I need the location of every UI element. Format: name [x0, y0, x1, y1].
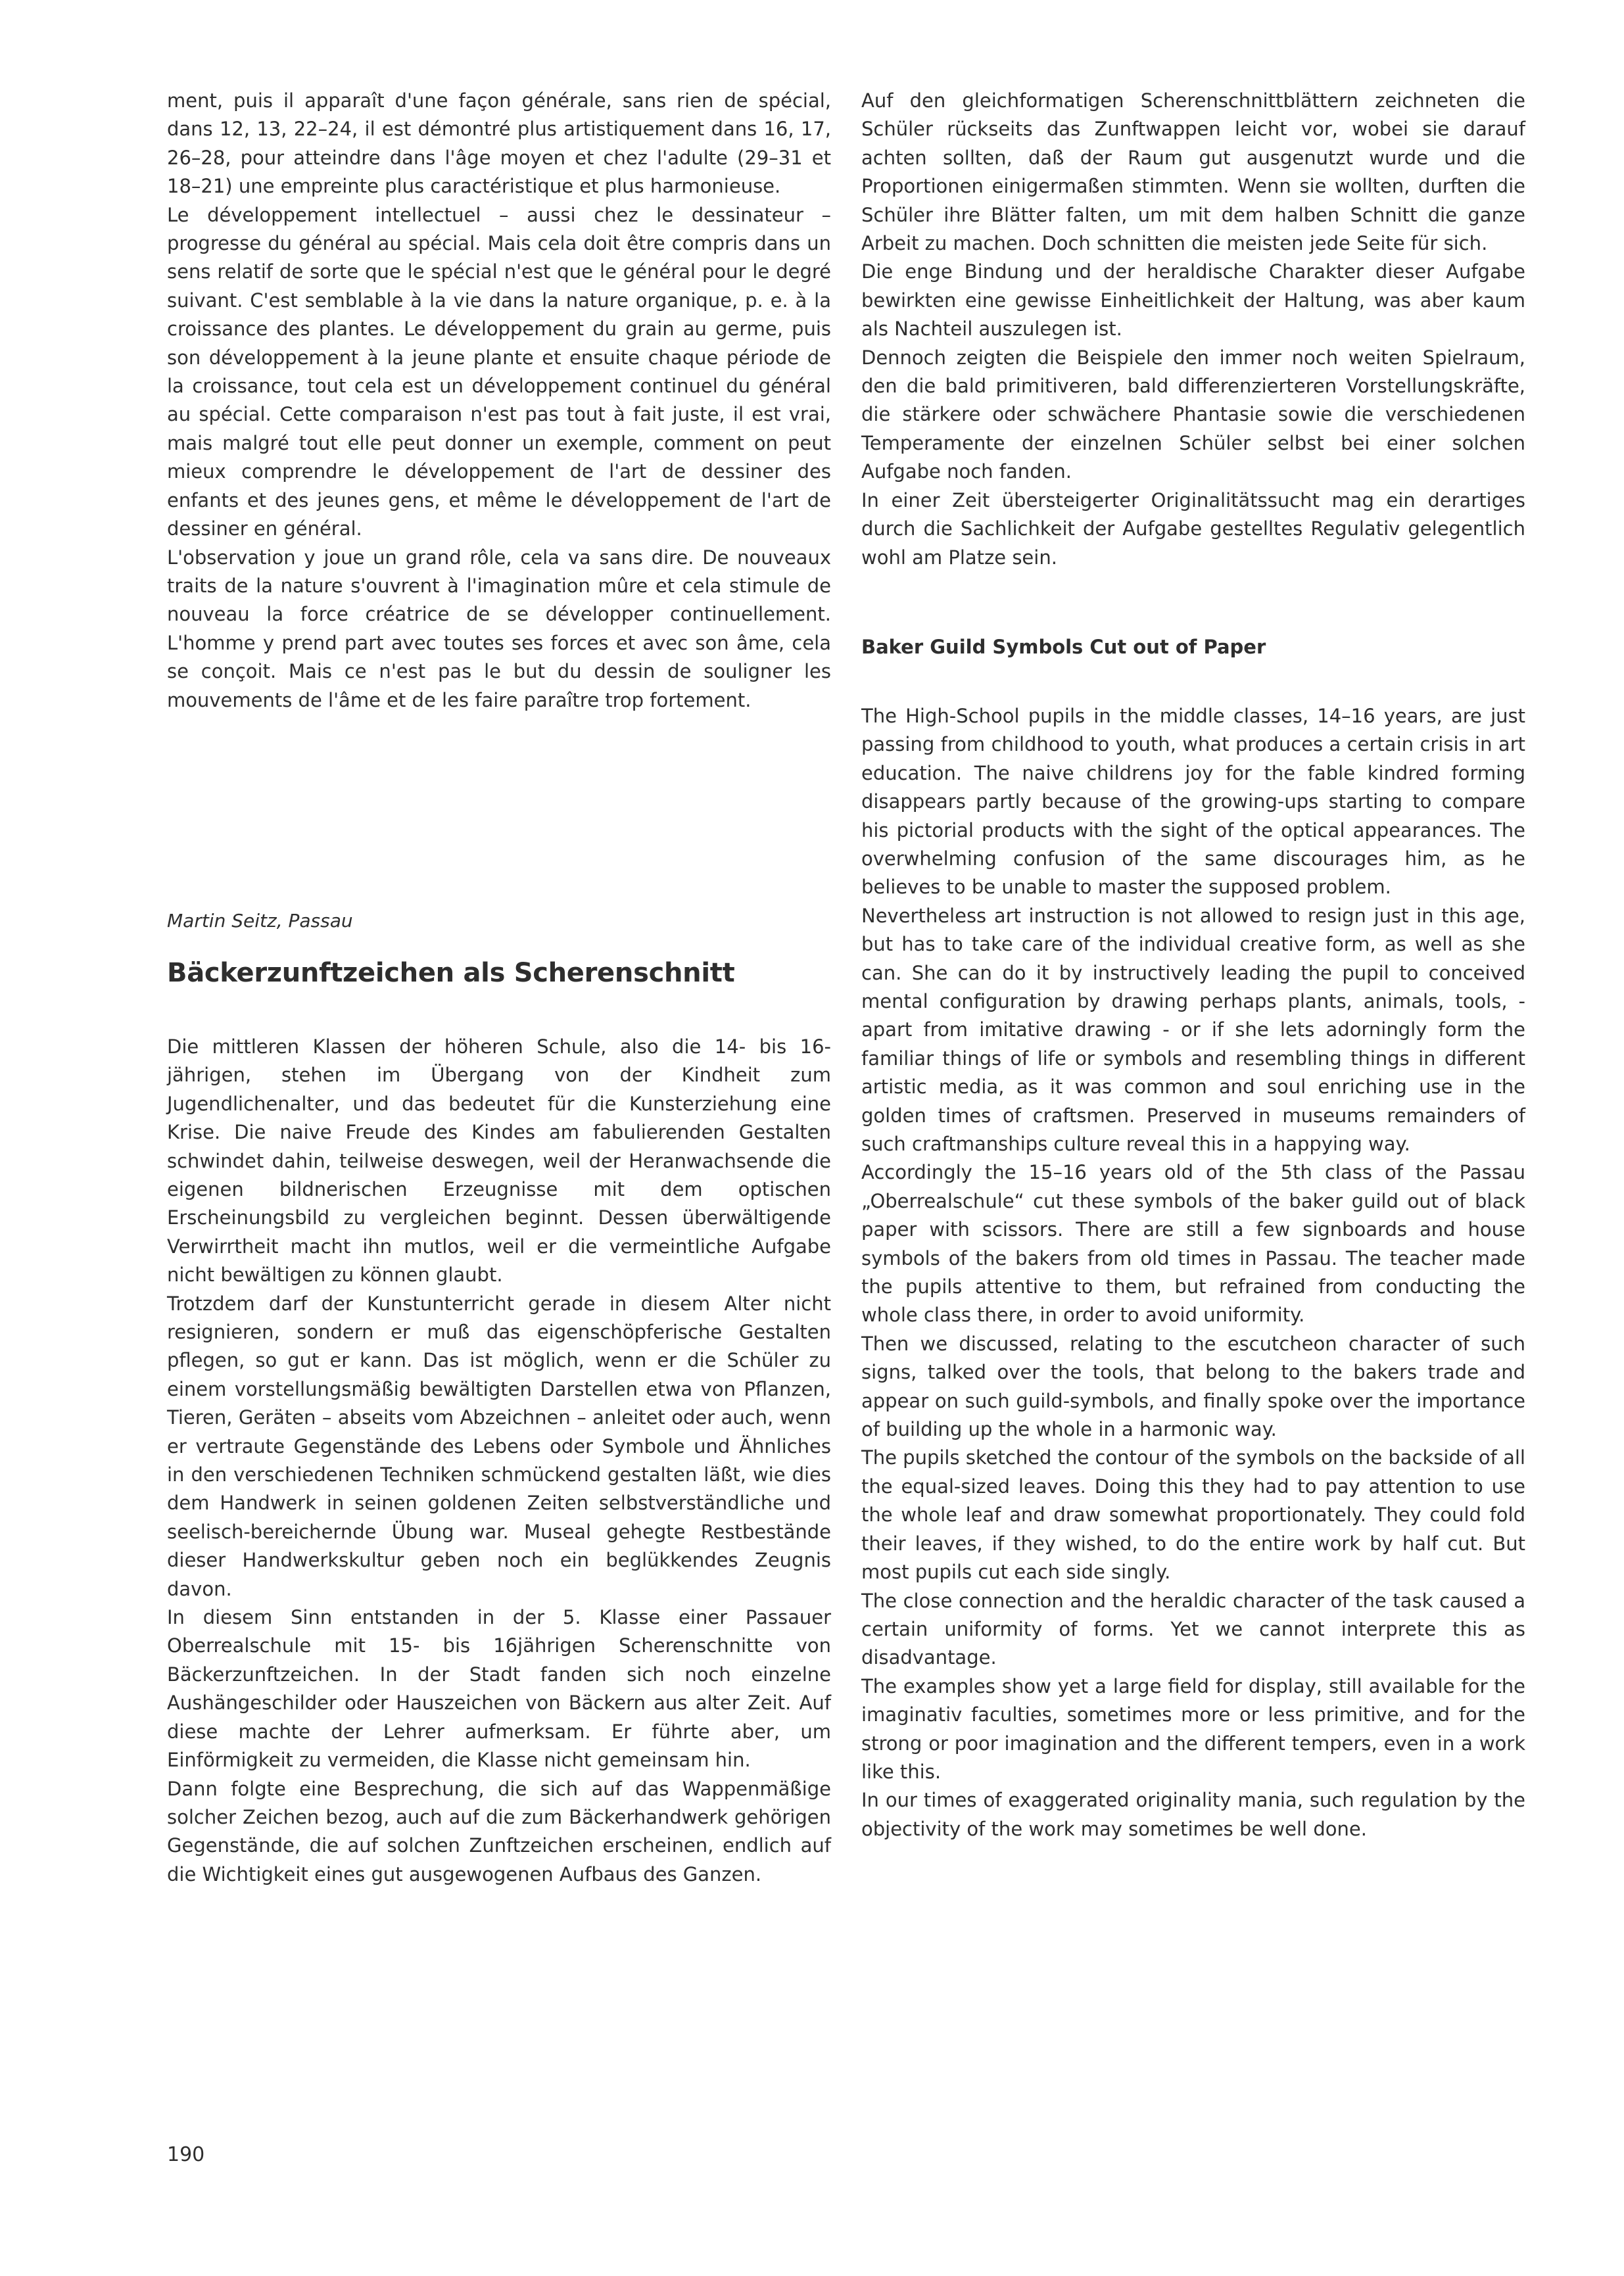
- german-paragraph-6: Die enge Bindung und der heraldische Charakter dieser Aufgabe bewirkten eine gewisse Einheitlichkeit der Haltung, was aber kaum als Nachteil auszulegen ist.: [861, 260, 1525, 341]
- english-paragraph-7: The examples show yet a large field for display, still available for the imaginativ faculties, sometimes more or less primitive, and for the strong or poor imagination and the different tempers, even in a work like this.: [861, 1674, 1525, 1783]
- german-paragraph-5: Auf den gleichformatigen Scherenschnittblättern zeichneten die Schüler rückseits das Zunftwappen leicht vor, wobei sie darauf achten sollten, daß der Raum gut ausgenutzt wurde und die Proportionen einigermaßen stimmten. Wenn sie wollten, durften die Schüler ihre Blätter falten, um mit dem halben Schnitt die ganze Arbeit zu machen. Doch schnitten die meisten jede Seite für sich.: [861, 89, 1525, 255]
- left-column: [167, 87, 831, 1889]
- right-column: [861, 87, 1525, 1843]
- article-author: Martin Seitz, Passau: [167, 909, 353, 932]
- french-paragraph-1: ment, puis il apparaît d'une façon générale, sans rien de spécial, dans 12, 13, 22–24, il est démontré plus artistiquement dans 16, 17, 26–28, pour atteindre dans l'âge moyen et chez l'adulte (29–31 et 18–21) une empreinte plus caractéristique et plus harmonieuse.: [167, 89, 831, 198]
- english-paragraph-5: The pupils sketched the contour of the symbols on the backside of all the equal-sized leaves. Doing this they had to pay attention to use the whole leaf and draw somewhat proportionately. They could fold their leaves, if they wished, to do the entire work by half cut. But most pupils cut each side singly.: [861, 1446, 1525, 1584]
- spacer: [167, 715, 831, 908]
- english-paragraph-1: The High-School pupils in the middle classes, 14–16 years, are just passing from childhood to youth, what produces a certain crisis in art education. The naive childrens joy for the fable kindred forming disappears partly because of the growing-ups starting to compare his pictorial products with the sight of the optical appearances. The overwhelming confusion of the same discourages him, as he believes to be unable to master the supposed problem.: [861, 704, 1525, 899]
- english-paragraph-4: Then we discussed, relating to the escutcheon character of such signs, talked over the tools, that belong to the bakers trade and appear on such guild-symbols, and finally spoke over the importance of building up the whole in a harmonic way.: [861, 1332, 1525, 1441]
- french-paragraph-2: Le développement intellectuel – aussi chez le dessinateur – progresse du général au spécial. Mais cela doit être compris dans un sens relatif de sorte que le spécial n'est que le général pour le degré suivant. C'est semblable à la vie dans la nature organique, p. e. à la croissance des plantes. Le développement du grain au germe, puis son développement à la jeune plante et ensuite chaque période de la croissance, tout cela est un développement continuel du général au spécial. Cette comparaison n'est pas tout à fait juste, il est vrai, mais malgré tout elle peut donner un exemple, comment on peut mieux comprendre le développement de l'art de dessiner des enfants et des jeunes gens, et même le développement de l'art de dessiner en général.: [167, 203, 831, 540]
- english-article-title: Baker Guild Symbols Cut out of Paper: [861, 635, 1266, 658]
- english-paragraph-2: Nevertheless art instruction is not allowed to resign just in this age, but has to take care of the individual creative form, as well as she can. She can do it by instructively leading the pupil to conceived mental configuration by drawing perhaps plants, animals, tools, - apart from imitative drawing - or if she lets adorningly form the familiar things of life or symbols and resembling things in different artistic media, as it was common and soul enriching use in the golden times of craftsmen. Preserved in museums remainders of such craftmanships culture reveal this in a happying way.: [861, 904, 1525, 1155]
- english-paragraph-3: Accordingly the 15–16 years old of the 5th class of the Passau „Oberrealschule“ cut these symbols of the baker guild out of black paper with scissors. There are still a few signboards and house symbols of the bakers from old times in Passau. The teacher made the pupils attentive to them, but refrained from conducting the whole class there, in order to avoid uniformity.: [861, 1161, 1525, 1327]
- german-paragraph-3: In diesem Sinn entstanden in der 5. Klasse einer Passauer Oberrealschule mit 15- bis 16jährigen Scherenschnitte von Bäckerzunftzeichen. In der Stadt fanden sich noch einzelne Aushängeschilder oder Hauszeichen von Bäckern aus alter Zeit. Auf diese machte der Lehrer aufmerksam. Er führte aber, um Einförmigkeit zu vermeiden, die Klasse nicht gemeinsam hin.: [167, 1606, 831, 1772]
- spacer: [861, 660, 1525, 702]
- page-number: 190: [167, 2143, 205, 2166]
- german-paragraph-1: Die mittleren Klassen der höheren Schule, also die 14- bis 16-jährigen, stehen im Übergang von der Kindheit zum Jugendlichenalter, und das bedeutet für die Kunsterziehung eine Krise. Die naive Freude des Kindes am fabulierenden Gestalten schwindet dahin, teilweise deswegen, weil der Heranwachsende die eigenen bildnerischen Erzeugnisse mit dem optischen Erscheinungsbild zu vergleichen beginnt. Dessen überwältigende Verwirrtheit macht ihn mutlos, weil er die vermeintliche Aufgabe nicht bewältigen zu können glaubt.: [167, 1035, 831, 1287]
- german-paragraph-2: Trotzdem darf der Kunstunterricht gerade in diesem Alter nicht resignieren, sondern er muß das eigenschöpferische Gestalten pflegen, so gut er kann. Das ist möglich, wenn er die Schüler zu einem vorstellungsmäßig bewältigten Darstellen etwa von Pflanzen, Tieren, Geräten – abseits vom Abzeichnen – anleitet oder auch, wenn er vertraute Gegenstände des Lebens oder Symbole und Ähnliches in den verschiedenen Techniken schmückend gestalten läßt, wie dies dem Handwerk in seinen goldenen Zeiten selbstverständliche und seelisch-bereichernde Übung war. Museal gehegte Restbestände dieser Handwerkskultur geben noch ein beglükkendes Zeugnis davon.: [167, 1292, 831, 1600]
- spacer: [167, 989, 831, 1033]
- german-article-title: Bäckerzunftzeichen als Scherenschnitt: [167, 957, 735, 988]
- french-paragraph-3: L'observation y joue un grand rôle, cela va sans dire. De nouveaux traits de la nature s'ouvrent à l'imagination mûre et cela stimule de nouveau la force créatrice de se développer continuellement. L'homme y prend part avec toutes ses forces et avec son âme, cela se conçoit. Mais ce n'est pas le but du dessin de souligner les mouvements de l'âme et de les faire paraître trop fortement.: [167, 546, 831, 711]
- english-paragraph-6: The close connection and the heraldic character of the task caused a certain uniformity of forms. Yet we cannot interprete this as disadvantage.: [861, 1589, 1525, 1669]
- german-paragraph-4: Dann folgte eine Besprechung, die sich auf das Wappenmäßige solcher Zeichen bezog, auch auf die zum Bäckerhandwerk gehörigen Gegenstände, die auf solchen Zunftzeichen erscheinen, endlich auf die Wichtigkeit eines gut ausgewogenen Aufbaus des Ganzen.: [167, 1777, 831, 1885]
- english-paragraph-8: In our times of exaggerated originality mania, such regulation by the objectivity of the work may sometimes be well done.: [861, 1789, 1525, 1840]
- spacer: [861, 572, 1525, 634]
- german-paragraph-7: Dennoch zeigten die Beispiele den immer noch weiten Spielraum, den die bald primitiveren, bald differenzierteren Vorstellungskräfte, die stärkere oder schwächere Phantasie sowie die verschiedenen Temperamente der einzelnen Schüler selbst bei einer solchen Aufgabe noch fanden.: [861, 346, 1525, 483]
- german-paragraph-8: In einer Zeit übersteigerter Originalitätssucht mag ein derartiges durch die Sachlichkeit der Aufgabe gestelltes Regulativ gelegentlich wohl am Platze sein.: [861, 488, 1525, 569]
